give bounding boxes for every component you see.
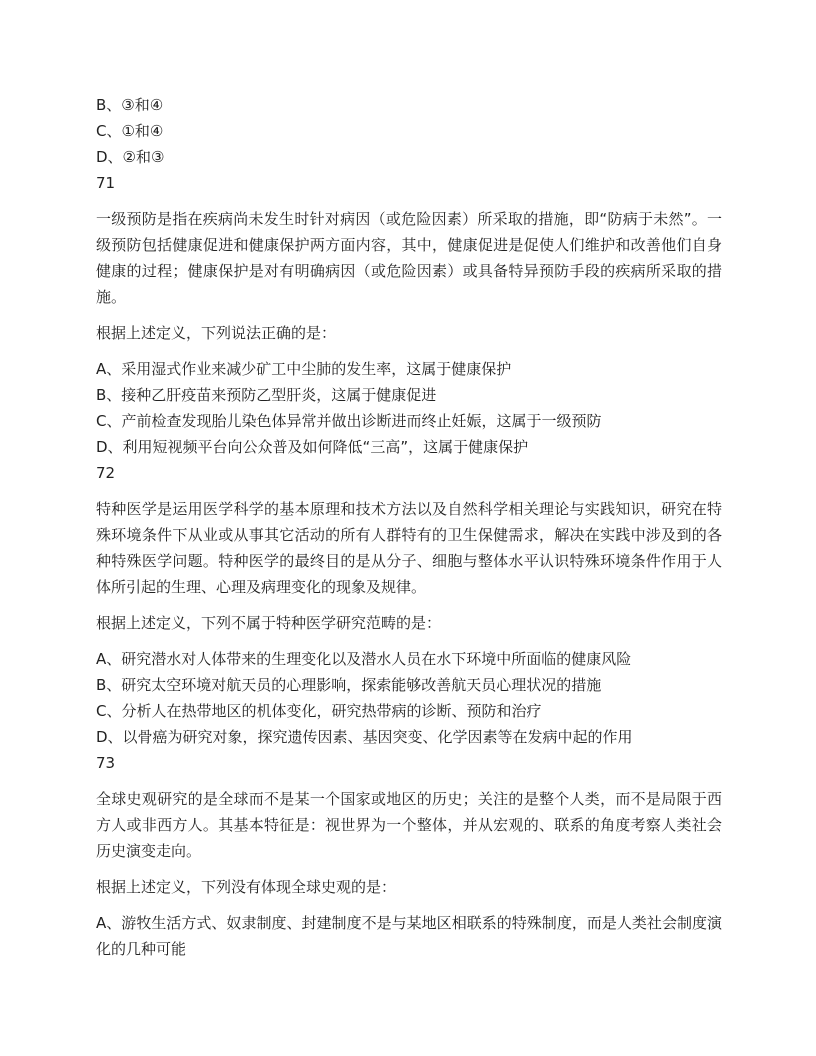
question-72-option-a: A、研究潜水对人体带来的生理变化以及潜水人员在水下环境中所面临的健康风险: [96, 650, 632, 668]
question-71-option-d: D、利用短视频平台向公众普及如何降低“三高”，这属于健康保护: [96, 438, 529, 456]
question-73-definition: 全球史观研究的是全球而不是某一个国家或地区的历史；关注的是整个人类，而不是局限于西方人或非西方人。其基本特征是：视世界为一个整体，并从宏观的、联系的角度考察人类社会历史演变走向。: [96, 790, 722, 860]
question-71-prompt: 根据上述定义，下列说法正确的是：: [96, 324, 337, 342]
question-73-prompt: 根据上述定义，下列没有体现全球史观的是：: [96, 878, 397, 896]
question-number-73: 73: [96, 754, 116, 772]
leading-option-b: B、③和④: [96, 96, 164, 114]
question-72-definition: 特种医学是运用医学科学的基本原理和技术方法以及自然科学相关理论与实践知识，研究在特殊环境条件下从业或从事其它活动的所有人群特有的卫生保健需求，解决在实践中涉及到的各种特殊医学问题。特种医学的最终目的是从分子、细胞与整体水平认识特殊环境条件作用于人体所引起的生理、心理及病理变化的现象及规律。: [96, 500, 722, 596]
leading-option-d: D、②和③: [96, 148, 165, 166]
question-72-option-d: D、以骨癌为研究对象，探究遗传因素、基因突变、化学因素等在发病中起的作用: [96, 728, 633, 746]
question-72-option-c: C、分析人在热带地区的机体变化，研究热带病的诊断、预防和治疗: [96, 702, 542, 720]
document-page: [96, 92, 722, 972]
question-71-option-b: B、接种乙肝疫苗来预防乙型肝炎，这属于健康促进: [96, 386, 437, 404]
question-71-option-c: C、产前检查发现胎儿染色体异常并做出诊断进而终止妊娠，这属于一级预防: [96, 412, 602, 430]
question-number-72: 72: [96, 464, 116, 482]
question-number-71: 71: [96, 174, 116, 192]
leading-option-c: C、①和④: [96, 122, 164, 140]
question-71-option-a: A、采用湿式作业来减少矿工中尘肺的发生率，这属于健康保护: [96, 360, 512, 378]
question-72-prompt: 根据上述定义，下列不属于特种医学研究范畴的是：: [96, 614, 442, 632]
question-72-option-b: B、研究太空环境对航天员的心理影响，探索能够改善航天员心理状况的措施: [96, 676, 602, 694]
question-73-option-a: A、游牧生活方式、奴隶制度、封建制度不是与某地区相联系的特殊制度，而是人类社会制度演化的几种可能: [96, 914, 722, 958]
question-71-definition: 一级预防是指在疾病尚未发生时针对病因（或危险因素）所采取的措施，即“防病于未然”。一级预防包括健康促进和健康保护两方面内容，其中，健康促进是促使人们维护和改善他们自身健康的过程；健康保护是对有明确病因（或危险因素）或具备特异预防手段的疾病所采取的措施。: [96, 210, 722, 306]
